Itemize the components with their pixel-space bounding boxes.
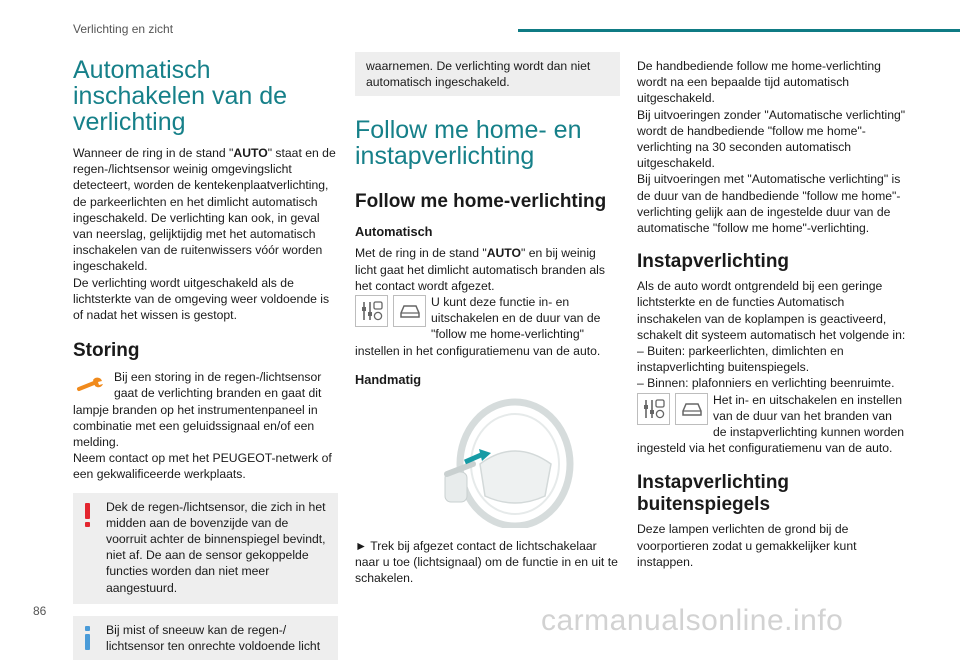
- warning-icon: [84, 503, 91, 527]
- section-title-auto-lights: Automatisch inschakelen van de verlichting: [73, 56, 288, 136]
- with-auto-paragraph: Bij uitvoeringen met "Automatische verlichting" is de duur van de handbediende "follow me home"-verlichting gelijk aan de ingestelde duur van de automatische "follow me home"-verlichting.: [637, 172, 901, 236]
- instap-config-block: [637, 392, 907, 457]
- heading-instapverlichting: Instapverlichting: [637, 251, 790, 273]
- auto-lights-paragraph: Wanneer de ring in de stand "AUTO" staat en de regen-/lichtsensor weinig omgevingslicht detecteert, worden de kentekenplaatverlichting, de parkeerlichten en het dimlicht automatisch ingeschakeld. De verlichting kan ook, in geval van neerslag, gelijktijdig met het automatisch inschakelen van de ruitenwissers vóór worden ingeschakeld.: [73, 146, 336, 274]
- heading-instapverlichting-buitenspiegels: Instapverlichting buitenspiegels: [637, 472, 790, 516]
- mirror-paragraph: Deze lampen verlichten de grond bij de voorportieren zodat u gemakkelijker kunt instappen.: [637, 522, 857, 569]
- storing-paragraph: Bij een storing in de regen-/lichtsensor gaat de verlichting branden en gaat dit lampje branden op het instrumentenpaneel in combinatie met een geluidssignaal en/of een melding.: [73, 370, 322, 450]
- auto-lights-off-paragraph: De verlichting wordt uitgeschakeld als de lichtsterkte van de omgeving weer voldoende is of nadat het wissen is gestopt.: [73, 275, 330, 323]
- config-paragraph: U kunt deze functie in- en uitschakelen en de duur van de "follow me home-verlichting" instellen in het configuratiemenu van de auto.: [355, 295, 601, 358]
- steering-wheel-illustration: [355, 398, 620, 526]
- heading-storing: Storing: [73, 340, 140, 362]
- storing-block: [73, 369, 338, 482]
- column-1: [73, 52, 338, 660]
- info-box: [73, 616, 338, 660]
- info-icon: [84, 626, 91, 650]
- heading-follow-me-home: Follow me home-verlichting: [355, 191, 607, 213]
- column-2: [355, 52, 620, 586]
- wrench-icon: [73, 370, 109, 400]
- header-accent-bar: [518, 29, 960, 32]
- info-text-continued: waarnemen. De verlichting wordt dan niet automatisch ingeschakeld.: [366, 59, 591, 90]
- instap-list-inside: – Binnen: plafonniers en verlichting beenruimte.: [637, 376, 895, 391]
- column-3: [637, 52, 907, 570]
- instap-config-paragraph: Het in- en uitschakelen en instellen van de duur van het branden van de instapverlichting kunnen worden ingesteld via het configuratiemenu van de auto.: [637, 392, 905, 456]
- storing-contact-paragraph: Neem contact op met het PEUGEOT-netwerk of een gekwalificeerde werkplaats.: [73, 451, 332, 482]
- warning-box: [73, 493, 338, 604]
- instap-paragraph: Als de auto wordt ontgrendeld bij een geringe lichtsterkte en de functies Automatisch inschakelen van de koplampen is geactiveerd, schakelt dit systeem automatisch het volgende in:: [637, 279, 906, 342]
- info-text: Bij mist of sneeuw kan de regen-/ lichtsensor ten onrechte voldoende licht: [106, 622, 321, 654]
- without-auto-paragraph: Bij uitvoeringen zonder "Automatische verlichting" wordt de handbediende "follow me home"-verlichting na 30 seconden automatisch uitgeschakeld.: [637, 107, 906, 171]
- warning-text: Dek de regen-/lichtsensor, die zich in het midden aan de bovenzijde van de voorruit achter de binnenspiegel bevindt, niet af. De aan de sensor gekoppelde functies worden dan niet meer aangestuurd.: [106, 499, 326, 595]
- config-block: [355, 294, 620, 359]
- watermark: carmanualsonline.info: [541, 604, 844, 637]
- subheading-handmatig: Handmatig: [355, 371, 422, 387]
- car-icon: [675, 393, 708, 425]
- auto-follow-paragraph: Met de ring in de stand "AUTO" en bij weinig licht gaat het dimlicht automatisch branden als het contact wordt afgezet.: [355, 246, 605, 293]
- running-header: Verlichting en zicht: [73, 22, 174, 36]
- settings-sliders-icon: [355, 295, 388, 327]
- info-box-continued: [355, 52, 620, 96]
- section-title-follow-me-home: Follow me home- en instapverlichting: [355, 116, 582, 171]
- page-number: 86: [33, 604, 47, 618]
- subheading-automatisch: Automatisch: [355, 224, 433, 240]
- manual-follow-paragraph: De handbediende follow me home-verlichting wordt na een bepaalde tijd automatisch uitgeschakeld.: [637, 59, 881, 106]
- instap-list-outside: – Buiten: parkeerlichten, dimlichten en instapverlichting buitenspiegels.: [637, 344, 844, 375]
- car-icon: [393, 295, 426, 327]
- handmatig-paragraph: ► Trek bij afgezet contact de lichtschakelaar naar u toe (lichtsignaal) om de functie in en uit te schakelen.: [355, 538, 618, 586]
- settings-sliders-icon: [637, 393, 670, 425]
